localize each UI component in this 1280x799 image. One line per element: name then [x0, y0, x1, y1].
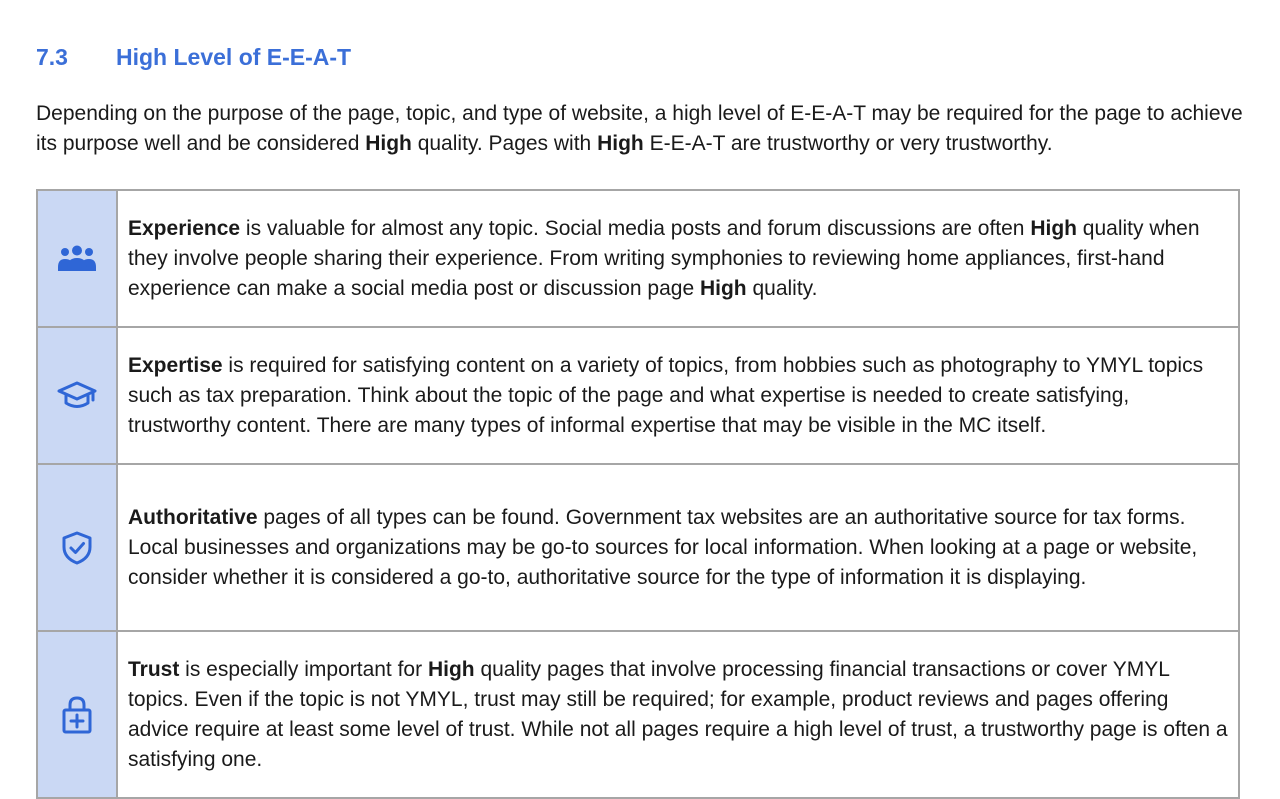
- table-row-expertise: [37, 327, 1239, 464]
- term-label: Authoritative: [128, 505, 258, 529]
- row-text-part: quality pages that involve processing financial transactions or cover YMYL topics. Even if the topic is not YMYL, trust may still be required; for example, product reviews and pages offering advice require at least some level of trust. While not all pages require a high level of trust, a trustworthy page is often a satisfying one.: [128, 657, 1228, 771]
- term-label: Expertise: [128, 353, 223, 377]
- intro-text-3: E-E-A-T are trustworthy or very trustworthy.: [643, 132, 1053, 155]
- row-text-part: quality when they involve people sharing their experience. From writing symphonies to reviewing home appliances, first-hand experience can make a social media post or discussion page: [128, 216, 1200, 300]
- icon-cell: [37, 631, 117, 798]
- graduation-cap-icon: [57, 380, 97, 412]
- row-bold: High: [1030, 216, 1077, 240]
- intro-paragraph: [36, 99, 1246, 159]
- lock-plus-icon: [61, 695, 93, 735]
- table-row-experience: [37, 190, 1239, 327]
- term-label: Experience: [128, 216, 241, 240]
- row-text-part: is especially important for: [179, 657, 428, 681]
- term-label: Trust: [128, 657, 180, 681]
- icon-cell: [37, 464, 117, 631]
- section-heading: [36, 44, 351, 71]
- row-text-part: is required for satisfying content on a variety of topics, from hobbies such as photography to YMYL topics such as tax preparation. Think about the topic of the page and what expertise is needed to create satisfying, trustworthy content. There are many types of informal expertise that may be visible in the MC itself.: [128, 353, 1204, 437]
- row-text: [117, 327, 1239, 464]
- eeat-table: [36, 189, 1240, 799]
- intro-bold-2: High: [597, 132, 644, 155]
- table-row-trust: [37, 631, 1239, 798]
- row-text: [117, 190, 1239, 327]
- intro-text-1: Depending on the purpose of the page, topic, and type of website, a high level of E-E-A-T may be required for the page to achieve its purpose well and be considered: [36, 102, 1243, 155]
- intro-text-2: quality. Pages with: [411, 132, 598, 155]
- row-text-part: is valuable for almost any topic. Social media posts and forum discussions are often: [240, 216, 1031, 240]
- row-text: [117, 464, 1239, 631]
- intro-bold-1: High: [365, 132, 412, 155]
- row-text-part: pages of all types can be found. Government tax websites are an authoritative source for tax forms. Local businesses and organizations may be go-to sources for local information. When looking at a page or website, consider whether it is considered a go-to, authoritative source for the type of information it is displaying.: [128, 505, 1198, 589]
- row-text-part: quality.: [746, 276, 818, 300]
- icon-cell: [37, 327, 117, 464]
- row-text: [117, 631, 1239, 798]
- row-bold: High: [427, 657, 475, 681]
- shield-check-icon: [61, 530, 93, 566]
- people-group-icon: [57, 245, 97, 273]
- row-bold: High: [699, 276, 747, 300]
- section-number: 7.3: [36, 44, 68, 70]
- icon-cell: [37, 190, 117, 327]
- table-row-authoritative: [37, 464, 1239, 631]
- section-title: High Level of E-E-A-T: [116, 44, 352, 70]
